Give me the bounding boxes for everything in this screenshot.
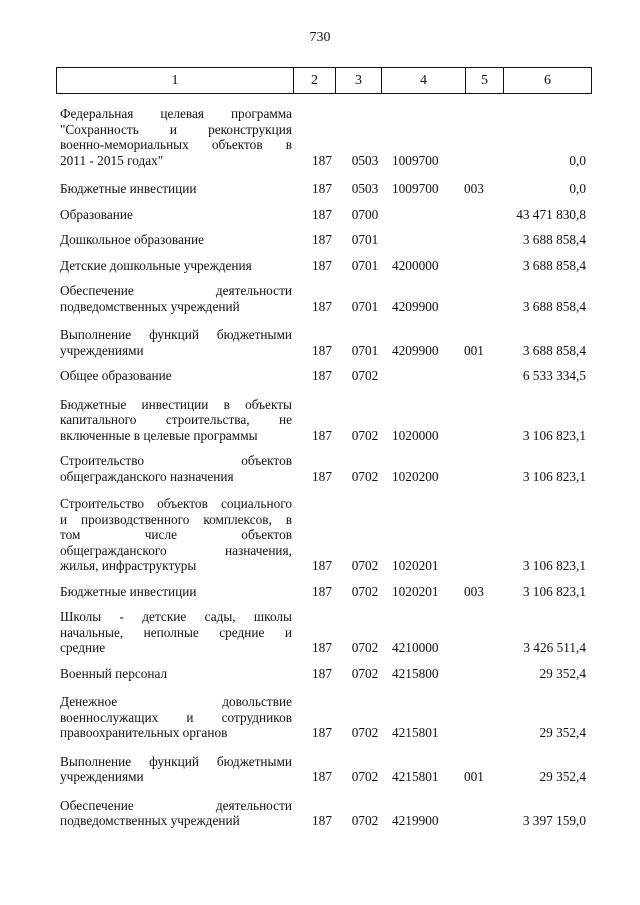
description-line: начальные, неполные средние и [60, 624, 292, 640]
admin-code: 187 [312, 342, 332, 358]
amount: 29 352,4 [539, 769, 586, 784]
section-code: 0702 [351, 769, 379, 784]
section-code: 0702 [351, 725, 379, 740]
row-description [56, 694, 292, 741]
column-header-row [56, 67, 592, 94]
table-row [56, 584, 596, 600]
description-line: средние [60, 640, 106, 655]
section-code: 0702 [351, 665, 379, 681]
description-line: Дошкольное образование [60, 232, 204, 247]
table-row [56, 283, 596, 314]
description-line: подведомственных учреждений [60, 813, 240, 828]
amount: 3 426 511,4 [523, 640, 586, 655]
target-code: 1020201 [392, 558, 439, 573]
section-code: 0702 [351, 368, 379, 383]
header-col-3: 3 [335, 68, 381, 93]
row-description [56, 368, 292, 384]
table-row [56, 232, 596, 248]
description-line: Выполнение функций бюджетными [60, 753, 292, 769]
target-code: 4210000 [392, 640, 439, 655]
row-description [56, 397, 292, 444]
description-line: Строительство объектов социального [60, 496, 292, 511]
admin-code: 187 [312, 181, 332, 196]
admin-code: 187 [312, 640, 332, 655]
admin-code: 187 [312, 368, 332, 383]
section-code: 0702 [351, 427, 379, 443]
target-code: 1020200 [392, 468, 439, 484]
admin-code: 187 [312, 813, 332, 828]
amount: 29 352,4 [539, 725, 586, 740]
target-code: 4209900 [392, 342, 439, 358]
description-line: учреждениями [60, 769, 144, 784]
table-row [56, 207, 596, 223]
target-code: 4219900 [392, 813, 439, 828]
expense-type-code: 001 [464, 769, 484, 784]
section-code: 0701 [351, 342, 379, 358]
section-code: 0701 [351, 298, 379, 314]
table-row [56, 453, 596, 484]
amount: 0,0 [569, 152, 586, 168]
amount: 3 688 858,4 [522, 232, 586, 247]
admin-code: 187 [312, 152, 332, 168]
description-line: Бюджетные инвестиции в объекты [60, 396, 292, 412]
description-line: общегражданского назначения [60, 468, 234, 484]
header-col-5: 5 [465, 68, 503, 93]
description-line: военнослужащих и сотрудников [60, 709, 292, 725]
description-line: Образование [60, 206, 133, 222]
table-row [56, 666, 596, 682]
expense-type-code: 003 [464, 583, 484, 599]
target-code: 4215801 [392, 725, 439, 740]
header-col-2: 2 [293, 68, 335, 93]
section-code: 0702 [351, 813, 379, 828]
admin-code: 187 [312, 427, 332, 443]
description-line: Бюджетные инвестиции [60, 181, 197, 196]
description-line: Строительство объектов [60, 453, 292, 468]
row-description [56, 283, 292, 314]
table-row [56, 754, 596, 785]
target-code: 4215801 [392, 769, 439, 784]
description-line: Обеспечение деятельности [60, 283, 292, 298]
admin-code: 187 [312, 769, 332, 784]
row-description [56, 798, 292, 829]
table-row [56, 368, 596, 384]
description-line: 2011 - 2015 годах" [60, 152, 164, 168]
description-line: общегражданского назначения, [60, 542, 292, 558]
row-description [56, 666, 292, 682]
section-code: 0701 [351, 257, 379, 273]
section-code: 0702 [351, 640, 379, 655]
section-code: 0702 [351, 558, 379, 573]
admin-code: 187 [312, 558, 332, 573]
description-line: включенные в целевые программы [60, 427, 258, 443]
amount: 3 397 159,0 [522, 813, 586, 828]
amount: 29 352,4 [539, 665, 586, 681]
admin-code: 187 [312, 583, 332, 599]
table-row [56, 694, 596, 741]
table-body [56, 94, 596, 829]
table-row [56, 181, 596, 197]
description-line: том числе объектов [60, 527, 292, 542]
admin-code: 187 [312, 665, 332, 681]
section-code: 0701 [351, 232, 379, 247]
amount: 3 688 858,4 [522, 342, 586, 358]
section-code: 0503 [351, 181, 379, 196]
expense-type-code: 001 [464, 342, 484, 358]
amount: 3 688 858,4 [522, 257, 586, 273]
target-code: 1020201 [392, 583, 439, 599]
table-row [56, 397, 596, 444]
admin-code: 187 [312, 468, 332, 484]
row-description [56, 207, 292, 223]
row-description [56, 106, 292, 168]
section-code: 0702 [351, 468, 379, 484]
amount: 3 106 823,1 [522, 468, 586, 484]
target-code: 4200000 [392, 257, 439, 273]
admin-code: 187 [312, 206, 332, 222]
description-line: "Сохранность и реконструкция [60, 121, 292, 137]
row-description [56, 496, 292, 574]
description-line: Бюджетные инвестиции [60, 583, 197, 599]
amount: 3 106 823,1 [522, 427, 586, 443]
admin-code: 187 [312, 257, 332, 273]
amount: 0,0 [569, 181, 586, 196]
description-line: Денежное довольствие [60, 694, 292, 709]
row-description [56, 258, 292, 274]
header-col-1: 1 [171, 72, 179, 88]
table-row [56, 496, 596, 574]
page-number: 730 [309, 30, 331, 45]
amount: 43 471 830,8 [516, 206, 586, 222]
description-line: военно-мемориальных объектов в [60, 137, 292, 152]
admin-code: 187 [312, 298, 332, 314]
target-code: 4209900 [392, 298, 439, 314]
admin-code: 187 [312, 232, 332, 247]
amount: 6 533 334,5 [522, 368, 586, 383]
header-col-4: 4 [381, 68, 465, 93]
description-line: Общее образование [60, 368, 172, 383]
description-line: Федеральная целевая программа [60, 106, 292, 121]
section-code: 0503 [351, 152, 379, 168]
amount: 3 106 823,1 [522, 558, 586, 573]
target-code: 1009700 [392, 152, 439, 168]
row-description [56, 327, 292, 358]
description-line: жилья, инфраструктуры [60, 558, 197, 573]
expense-type-code: 003 [464, 181, 484, 196]
description-line: капитального строительства, не [60, 412, 292, 427]
table-row [56, 106, 596, 168]
description-line: Обеспечение деятельности [60, 797, 292, 813]
description-line: подведомственных учреждений [60, 298, 240, 314]
header-col-6: 6 [503, 68, 591, 93]
amount: 3 688 858,4 [522, 298, 586, 314]
table-row [56, 798, 596, 829]
section-code: 0702 [351, 583, 379, 599]
description-line: правоохранительных органов [60, 725, 228, 740]
table-row [56, 609, 596, 656]
description-line: Выполнение функций бюджетными [60, 327, 292, 342]
description-line: Детские дошкольные учреждения [60, 257, 252, 273]
amount: 3 106 823,1 [522, 583, 586, 599]
target-code: 4215800 [392, 665, 439, 681]
row-description [56, 754, 292, 785]
table-row [56, 327, 596, 358]
description-line: Военный персонал [60, 665, 168, 681]
row-description [56, 609, 292, 656]
row-description [56, 584, 292, 600]
description-line: Школы - детские сады, школы [60, 609, 292, 624]
target-code: 1020000 [392, 427, 439, 443]
row-description [56, 453, 292, 484]
row-description [56, 232, 292, 248]
section-code: 0700 [351, 206, 379, 222]
description-line: учреждениями [60, 342, 144, 358]
target-code: 1009700 [392, 181, 439, 196]
admin-code: 187 [312, 725, 332, 740]
row-description [56, 181, 292, 197]
description-line: и производственного комплексов, в [60, 511, 292, 527]
table-row [56, 258, 596, 274]
